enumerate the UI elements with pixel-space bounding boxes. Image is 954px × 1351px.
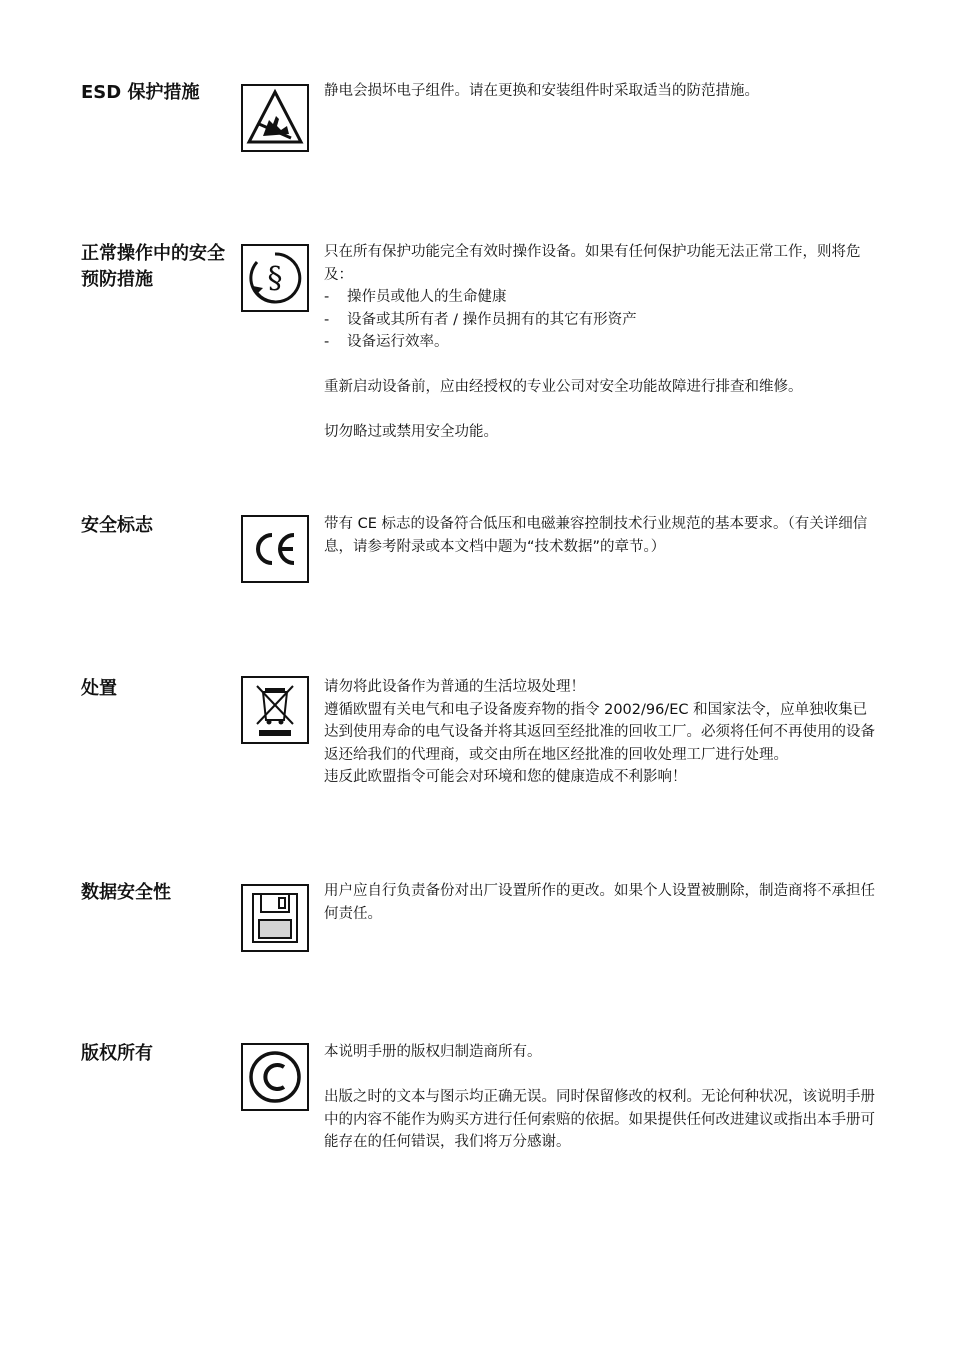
section-title-safety-marks: 安全标志 <box>81 515 153 536</box>
disposal-directive: 遵循欧盟有关电气和电子设备废弃物的指令 2002/96/EC 和国家法令，应单独收集已达到使用寿命的电气设备并将其返回至经批准的回收工厂。必须将任何不再使用的设备返还给我们的代理商，或交由所在地区经批准的回收处理工厂进行处理。 <box>324 701 875 763</box>
bullet-text: 操作员或他人的生命健康 <box>347 289 507 305</box>
list-item <box>324 331 876 354</box>
disposal-warning: 请勿将此设备作为普通的生活垃圾处理！ <box>324 679 585 695</box>
disposal-text <box>324 676 876 789</box>
data-security-paragraph: 用户应自行负责备份对出厂设置所作的更改。如果个人设置被删除，制造商将不承担任何责任。 <box>324 883 875 922</box>
copyright-disclaimer-paragraph: 出版之时的文本与图示均正确无误。同时保留修改的权利。无论何种状况，该说明手册中的内容不能作为购买方进行任何索赔的依据。如果提供任何改进建议或指出本手册可能存在的任何错误，我们将万分感谢。 <box>324 1089 875 1150</box>
disposal-consequence: 违反此欧盟指令可能会对环境和您的健康造成不利影响！ <box>324 769 687 785</box>
safety-text <box>324 241 876 444</box>
safety-bypass-paragraph: 切勿略过或禁用安全功能。 <box>324 424 498 440</box>
bullet-marker: - <box>324 334 330 350</box>
copyright-icon <box>241 1043 309 1111</box>
section-title-disposal: 处置 <box>81 678 117 699</box>
ce-mark-icon <box>241 515 309 583</box>
section-sign-icon <box>241 244 309 312</box>
safety-intro: 只在所有保护功能完全有效时操作设备。如果有任何保护功能无法正常工作，则将危及： <box>324 244 861 283</box>
esd-warning-icon <box>241 84 309 152</box>
bullet-marker: - <box>324 289 330 305</box>
section-title-copyright: 版权所有 <box>81 1043 153 1064</box>
ce-paragraph: 带有 CE 标志的设备符合低压和电磁兼容控制技术行业规范的基本要求。（有关详细信息，请参考附录或本文档中题为“技术数据”的章节。） <box>324 516 868 555</box>
section-title-data-security: 数据安全性 <box>81 882 171 903</box>
bullet-marker: - <box>324 311 330 328</box>
bullet-text: 设备或其所有者 / 操作员拥有的其它有形资产 <box>347 311 637 328</box>
data-security-text <box>324 880 876 925</box>
section-title-esd: ESD 保护措施 <box>81 82 200 103</box>
esd-paragraph: 静电会损坏电子组件。请在更换和安装组件时采取适当的防范措施。 <box>324 83 759 99</box>
safety-marks-text <box>324 513 876 558</box>
floppy-disk-icon <box>241 884 309 952</box>
svg-text:§: § <box>267 261 283 296</box>
crossed-out-bin-icon <box>241 676 309 744</box>
bullet-text: 设备运行效率。 <box>347 334 449 350</box>
list-item <box>324 286 876 309</box>
safety-repair-paragraph: 重新启动设备前，应由经授权的专业公司对安全功能故障进行排查和维修。 <box>324 379 803 395</box>
esd-text <box>324 80 876 103</box>
copyright-owner-paragraph: 本说明手册的版权归制造商所有。 <box>324 1044 542 1060</box>
list-item <box>324 309 876 332</box>
copyright-text <box>324 1041 876 1154</box>
section-title-safety-precautions: 正常操作中的安全预防措施 <box>81 243 225 290</box>
